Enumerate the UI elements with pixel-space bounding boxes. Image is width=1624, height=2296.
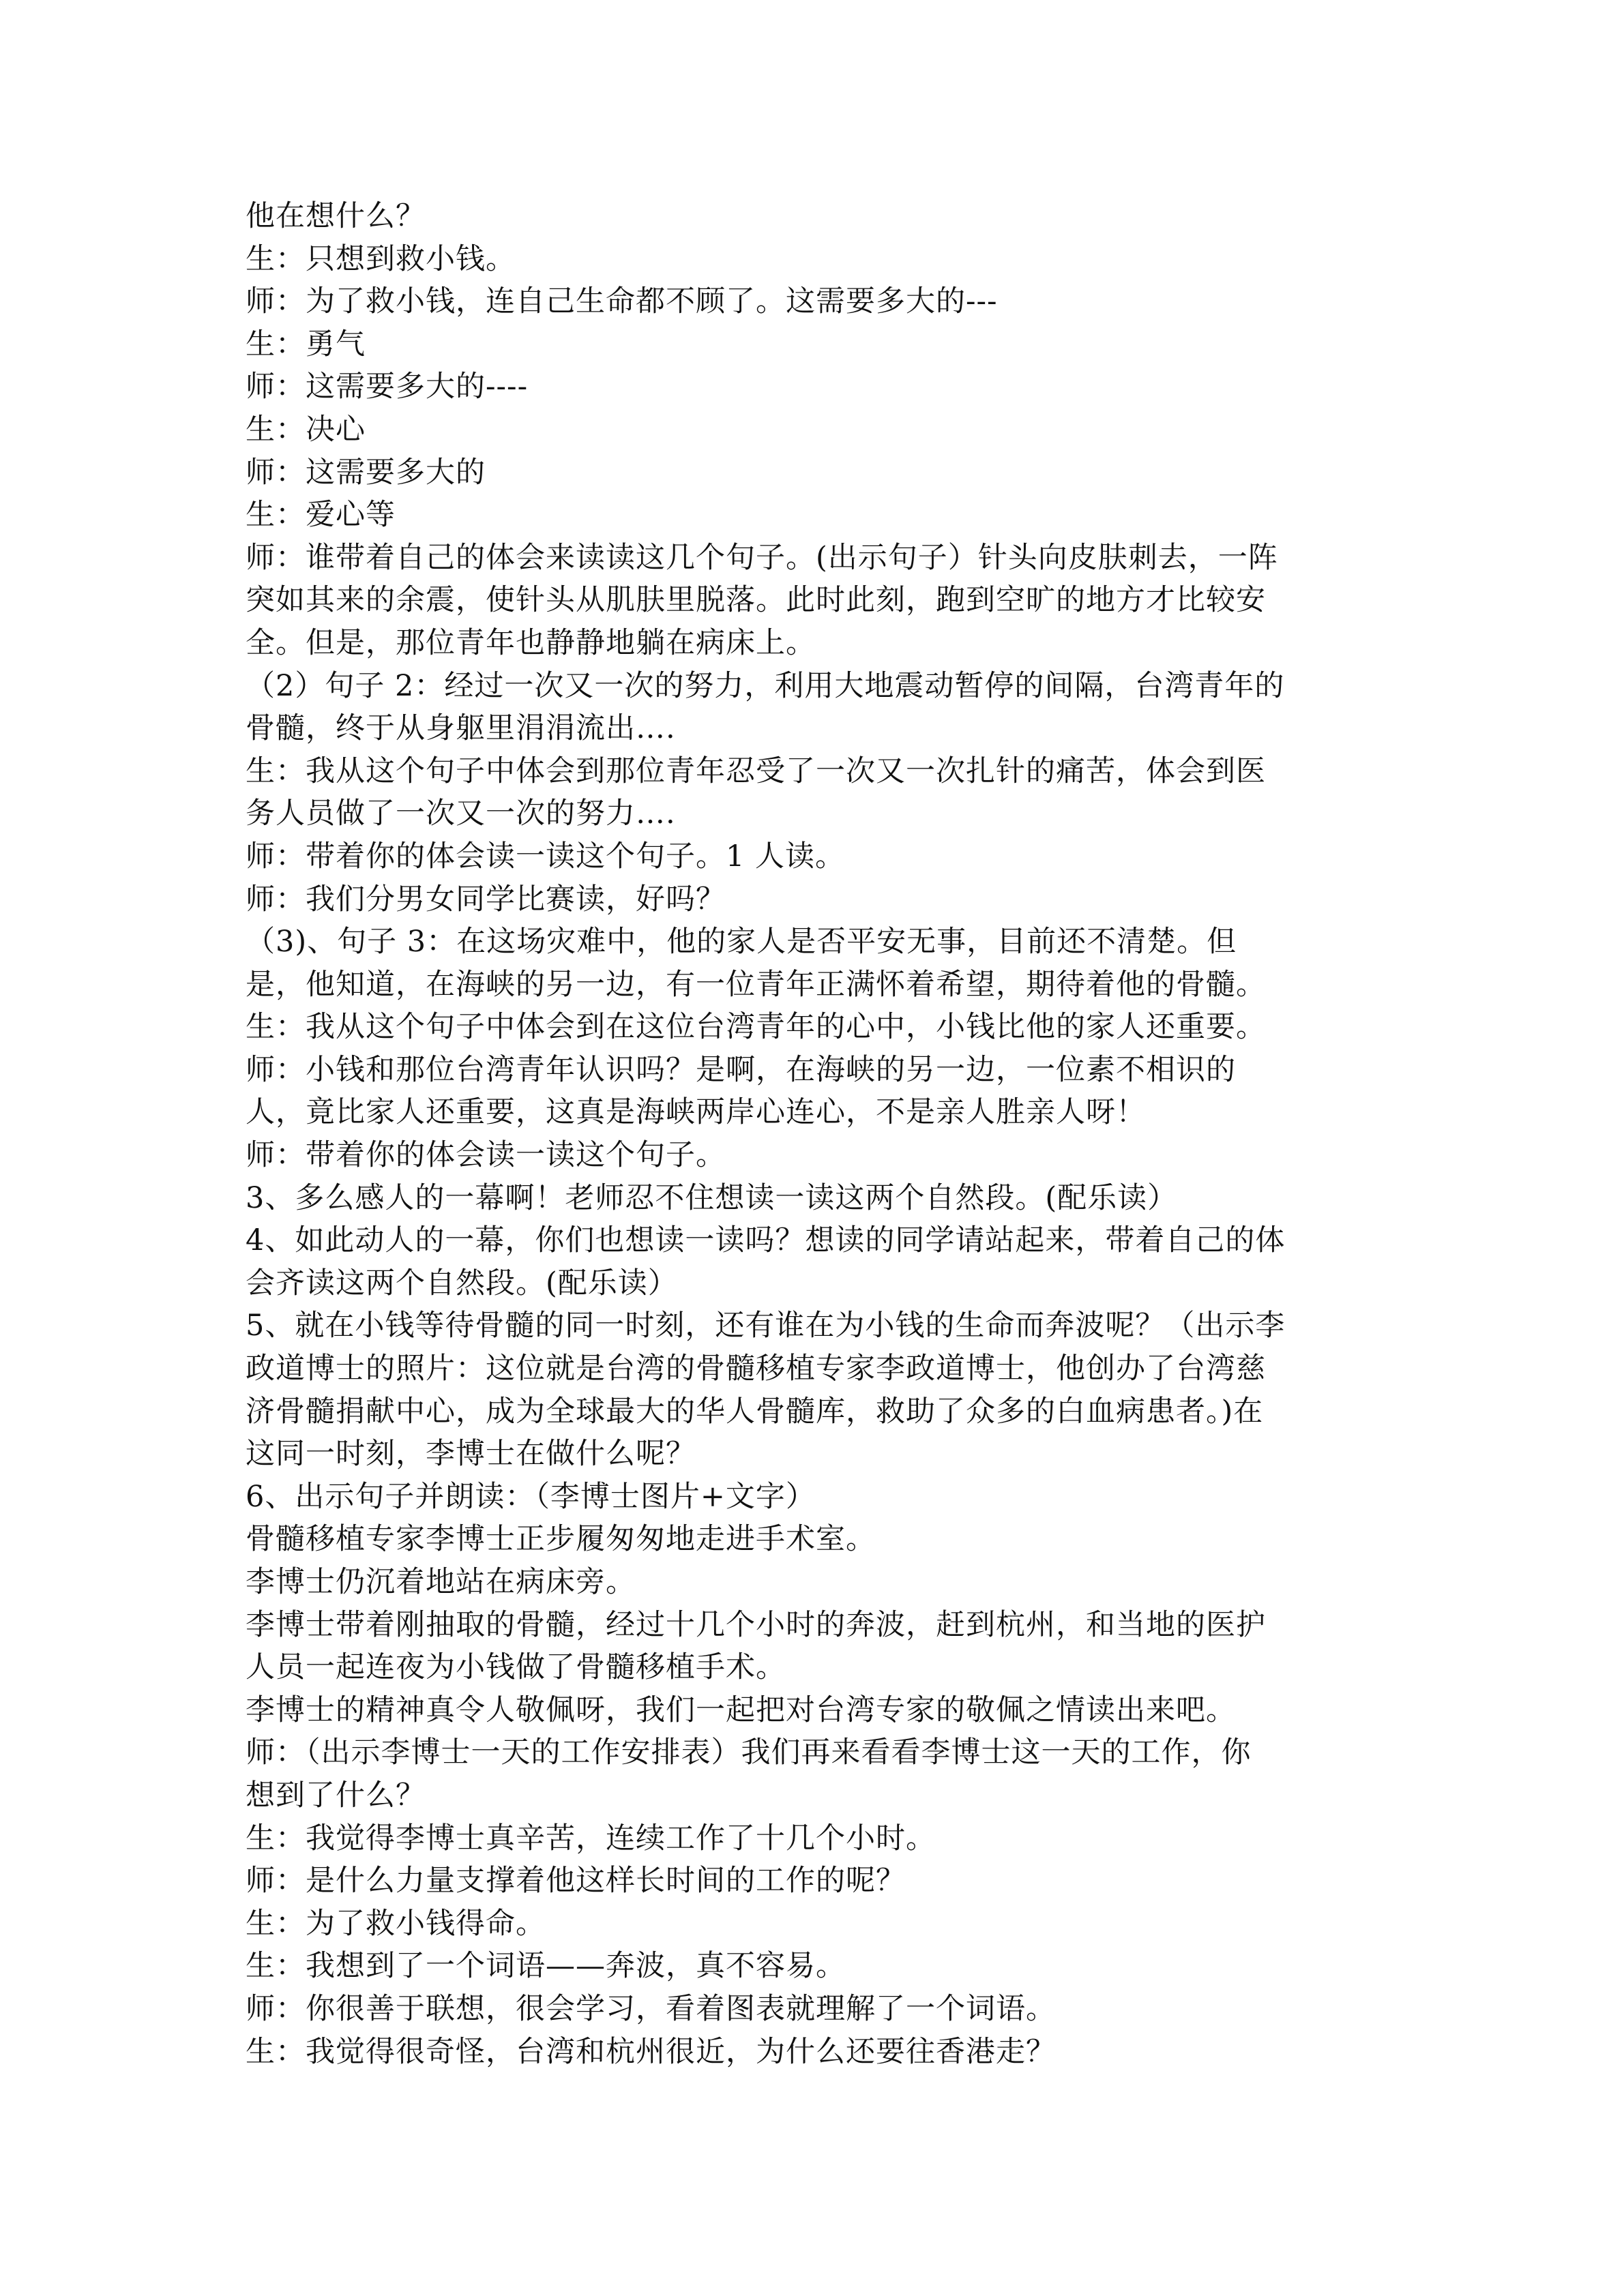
text-line: 李博士仍沉着地站在病床旁。	[246, 1565, 636, 1599]
text-line: 师：是什么力量支撑着他这样长时间的工作的呢？	[246, 1864, 906, 1898]
text-line: 人员一起连夜为小钱做了骨髓移植手术。	[246, 1650, 786, 1685]
text-line: 5、就在小钱等待骨髓的同一时刻，还有谁在为小钱的生命而奔波呢？（出示李	[246, 1309, 1286, 1343]
text-line: （3)、句子 3：在这场灾难中，他的家人是否平安无事，目前还不清楚。但	[246, 925, 1237, 959]
text-line: 师：这需要多大的	[246, 455, 486, 490]
text-line: 生：只想到救小钱。	[246, 241, 516, 276]
text-line: 突如其来的余震，使针头从肌肤里脱落。此时此刻，跑到空旷的地方才比较安	[246, 583, 1266, 618]
text-line: 师：谁带着自己的体会来读读这几个句子。(出示句子）针头向皮肤刺去，一阵	[246, 540, 1278, 575]
text-line: 师：你很善于联想，很会学习，看着图表就理解了一个词语。	[246, 1991, 1056, 2026]
text-line: 李博士的精神真令人敬佩呀，我们一起把对台湾专家的敬佩之情读出来吧。	[246, 1693, 1236, 1727]
text-line: 师：（出示李博士一天的工作安排表）我们再来看看李博士这一天的工作，你	[246, 1735, 1252, 1770]
text-line: 济骨髓捐献中心，成为全球最大的华人骨髓库，救助了众多的白血病患者。)在	[246, 1394, 1264, 1429]
text-line: 师：带着你的体会读一读这个句子。1 人读。	[246, 839, 846, 874]
text-line: 生：为了救小钱得命。	[246, 1906, 546, 1941]
text-line: 骨髓，终于从身躯里涓涓流出….	[246, 711, 676, 746]
text-line: （2）句子 2：经过一次又一次的努力，利用大地震动暂停的间隔，台湾青年的	[246, 668, 1285, 703]
text-line: 6、出示句子并朗读：（李博士图片+文字）	[246, 1479, 816, 1514]
text-line: 骨髓移植专家李博士正步履匆匆地走进手术室。	[246, 1522, 876, 1557]
text-line: 会齐读这两个自然段。(配乐读）	[246, 1266, 678, 1300]
text-line: 生：决心	[246, 412, 366, 447]
text-line: 生：我觉得很奇怪，台湾和杭州很近，为什么还要往香港走？	[246, 2034, 1056, 2069]
text-line: 师：这需要多大的----	[246, 370, 529, 404]
text-line: 想到了什么？	[246, 1778, 426, 1813]
text-line: 全。但是，那位青年也静静地躺在病床上。	[246, 625, 816, 660]
text-line: 生：我从这个句子中体会到在这位台湾青年的心中，小钱比他的家人还重要。	[246, 1010, 1266, 1045]
text-line: 生：爱心等	[246, 498, 396, 533]
text-line: 他在想什么？	[246, 199, 426, 233]
text-line: 师：为了救小钱，连自己生命都不顾了。这需要多大的---	[246, 284, 998, 319]
text-line: 李博士带着刚抽取的骨髓，经过十几个小时的奔波，赶到杭州，和当地的医护	[246, 1607, 1266, 1642]
text-line: 政道博士的照片：这位就是台湾的骨髓移植专家李政道博士，他创办了台湾慈	[246, 1352, 1266, 1386]
text-line: 生：我觉得李博士真辛苦，连续工作了十几个小时。	[246, 1821, 936, 1855]
text-line: 务人员做了一次又一次的努力….	[246, 796, 676, 831]
text-line: 生：我从这个句子中体会到那位青年忍受了一次又一次扎针的痛苦，体会到医	[246, 754, 1266, 788]
text-line: 3、多么感人的一幕啊！老师忍不住想读一读这两个自然段。(配乐读）	[246, 1180, 1178, 1215]
text-line: 4、如此动人的一幕，你们也想读一读吗？想读的同学请站起来，带着自己的体	[246, 1223, 1286, 1258]
text-line: 生：勇气	[246, 327, 366, 361]
text-line: 生：我想到了一个词语——奔波，真不容易。	[246, 1949, 846, 1984]
text-line: 师：我们分男女同学比赛读，好吗？	[246, 882, 726, 916]
document-body	[246, 195, 1378, 2073]
text-line: 师：带着你的体会读一读这个句子。	[246, 1138, 726, 1173]
text-line: 人，竟比家人还重要，这真是海峡两岸心连心，不是亲人胜亲人呀！	[246, 1095, 1146, 1130]
text-line: 师：小钱和那位台湾青年认识吗？是啊，在海峡的另一边，一位素不相识的	[246, 1052, 1236, 1087]
text-line: 是，他知道，在海峡的另一边，有一位青年正满怀着希望，期待着他的骨髓。	[246, 967, 1266, 1002]
text-line: 这同一时刻，李博士在做什么呢？	[246, 1437, 696, 1472]
